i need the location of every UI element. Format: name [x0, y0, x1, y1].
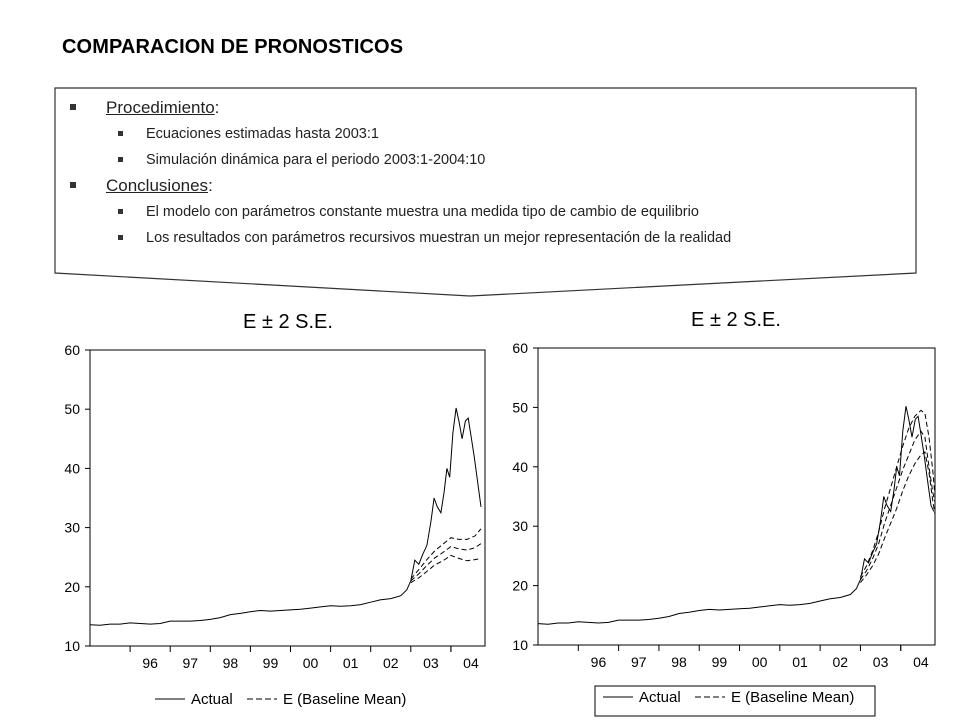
y-tick-label: 20 [512, 577, 528, 594]
series-line [90, 408, 481, 625]
plot-frame [90, 350, 485, 646]
x-tick-label: 00 [751, 654, 768, 670]
x-tick-label: 03 [872, 654, 889, 670]
bullet-conclusiones: Conclusiones: [70, 173, 920, 199]
procedimiento-label: Procedimiento [106, 98, 215, 117]
x-tick-label: 99 [262, 655, 279, 671]
page-title: COMPARACION DE PRONOSTICOS [62, 36, 404, 58]
sub-bullet-text: El modelo con parámetros constante muestra una medida tipo de cambio de equilibrio [146, 204, 699, 220]
y-tick-label: 50 [512, 399, 528, 416]
x-tick-label: 03 [423, 655, 439, 671]
chart-title: E ± 2 S.E. [691, 309, 781, 331]
x-tick-label: 02 [382, 655, 399, 671]
legend-label: Actual [191, 691, 233, 708]
legend-label: E (Baseline Mean) [283, 691, 407, 708]
x-tick-label: 98 [222, 655, 239, 671]
x-tick-label: 01 [792, 654, 808, 670]
y-tick-label: 40 [64, 460, 80, 477]
y-tick-label: 50 [64, 401, 80, 418]
series-line [411, 529, 481, 579]
x-tick-label: 99 [711, 654, 728, 670]
series-line [411, 555, 481, 582]
y-tick-label: 30 [512, 518, 528, 535]
conclusiones-label: Conclusiones [106, 176, 209, 195]
plot-frame [538, 348, 935, 645]
x-tick-label: 01 [342, 655, 359, 671]
y-tick-label: 40 [512, 458, 528, 475]
x-tick-label: 04 [913, 654, 929, 670]
legend-label: E (Baseline Mean) [731, 689, 855, 706]
y-tick-label: 60 [64, 342, 80, 358]
legend-label: Actual [639, 689, 681, 706]
chart-1 [64, 311, 485, 708]
chart-2 [512, 309, 935, 716]
x-tick-label: 97 [182, 655, 199, 671]
sub-bullet-text: Ecuaciones estimadas hasta 2003:1 [146, 126, 379, 142]
y-tick-label: 30 [64, 519, 80, 536]
y-tick-label: 10 [64, 638, 80, 654]
series-line [538, 406, 934, 624]
x-tick-label: 97 [630, 654, 647, 670]
series-line [860, 410, 935, 576]
x-tick-label: 04 [463, 655, 479, 671]
x-tick-label: 98 [671, 654, 687, 670]
y-tick-label: 10 [512, 637, 528, 653]
x-tick-label: 96 [142, 655, 158, 671]
sub-bullet-text: Simulación dinámica para el periodo 2003:1-2004:10 [146, 152, 486, 168]
x-tick-label: 00 [302, 655, 319, 671]
y-tick-label: 60 [512, 340, 528, 356]
bullet-procedimiento: Procedimiento: [70, 95, 920, 121]
chart-title: E ± 2 S.E. [243, 311, 333, 333]
x-tick-label: 02 [832, 654, 849, 670]
y-tick-label: 20 [64, 578, 80, 595]
sub-bullet-text: Los resultados con parámetros recursivos muestran un mejor representación de la realidad [146, 230, 732, 246]
x-tick-label: 96 [590, 654, 607, 670]
